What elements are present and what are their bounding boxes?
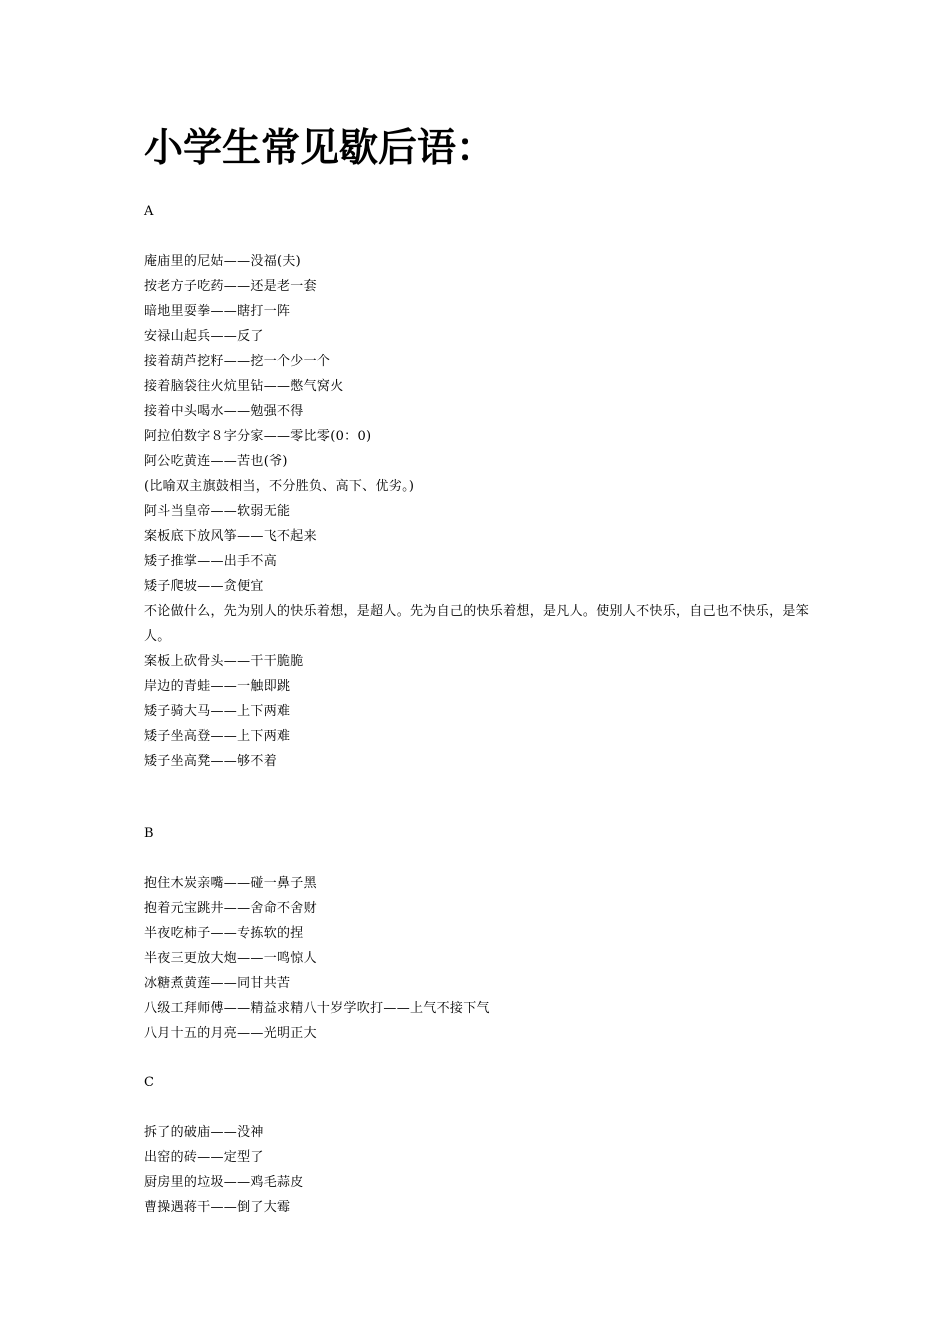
list-item: 半夜吃柿子——专拣软的捏: [144, 926, 304, 941]
list-item: 拆了的破庙——没神: [144, 1125, 264, 1140]
section-letter: B: [144, 826, 154, 841]
list-item: 安禄山起兵——反了: [144, 329, 264, 344]
list-item: 接着脑袋往火炕里钻——憋气窝火: [144, 379, 344, 394]
list-item: 矮子坐高登——上下两难: [144, 729, 291, 744]
list-item: 曹操遇蒋干——倒了大霉: [144, 1200, 291, 1215]
list-item: 半夜三更放大炮——一鸣惊人: [144, 951, 317, 966]
section-letter: A: [144, 204, 154, 219]
list-item: 八月十五的月亮——光明正大: [144, 1026, 317, 1041]
list-item: 按老方子吃药——还是老一套: [144, 279, 317, 294]
section-b: [144, 821, 814, 1046]
page-title: 小学生常见歇后语：: [144, 126, 496, 171]
list-item: 抱住木炭亲嘴——碰一鼻子黑: [144, 876, 317, 891]
list-item: 案板上砍骨头——干干脆脆: [144, 654, 304, 669]
list-item: 阿拉伯数字８字分家——零比零(0：0): [144, 429, 372, 444]
list-item: 接着葫芦挖籽——挖一个少一个: [144, 354, 331, 369]
list-item: 矮子坐高凳——够不着: [144, 754, 277, 769]
list-item: 八级工拜师傅——精益求精八十岁学吹打——上气不接下气: [144, 1001, 490, 1016]
list-item: 冰糖煮黄莲——同甘共苦: [144, 976, 291, 991]
list-item: 矮子推掌——出手不高: [144, 554, 277, 569]
list-item: 接着中头喝水——勉强不得: [144, 404, 304, 419]
list-item: 矮子爬坡——贪便宜: [144, 579, 264, 594]
list-item: 不论做什么，先为别人的快乐着想，是超人。先为自己的快乐着想，是凡人。使别人不快乐，自己也不快乐，是笨人。: [144, 604, 810, 644]
list-item: 庵庙里的尼姑——没福(夫): [144, 254, 302, 269]
list-item: 抱着元宝跳井——舍命不舍财: [144, 901, 317, 916]
list-item: (比喻双主旗鼓相当，不分胜负、高下、优劣。): [144, 479, 415, 494]
list-item: 厨房里的垃圾——鸡毛蒜皮: [144, 1175, 304, 1190]
list-item: 阿斗当皇帝——软弱无能: [144, 504, 291, 519]
section-letter: C: [144, 1075, 154, 1090]
list-item: 案板底下放风筝——飞不起来: [144, 529, 317, 544]
list-item: 岸边的青蛙——一触即跳: [144, 679, 291, 694]
list-item: 阿公吃黄连——苦也(爷): [144, 454, 288, 469]
list-item: 矮子骑大马——上下两难: [144, 704, 291, 719]
section-c: [144, 1070, 814, 1220]
list-item: 暗地里耍拳——瞎打一阵: [144, 304, 291, 319]
list-item: 出窑的砖——定型了: [144, 1150, 264, 1165]
section-a: [144, 199, 814, 774]
